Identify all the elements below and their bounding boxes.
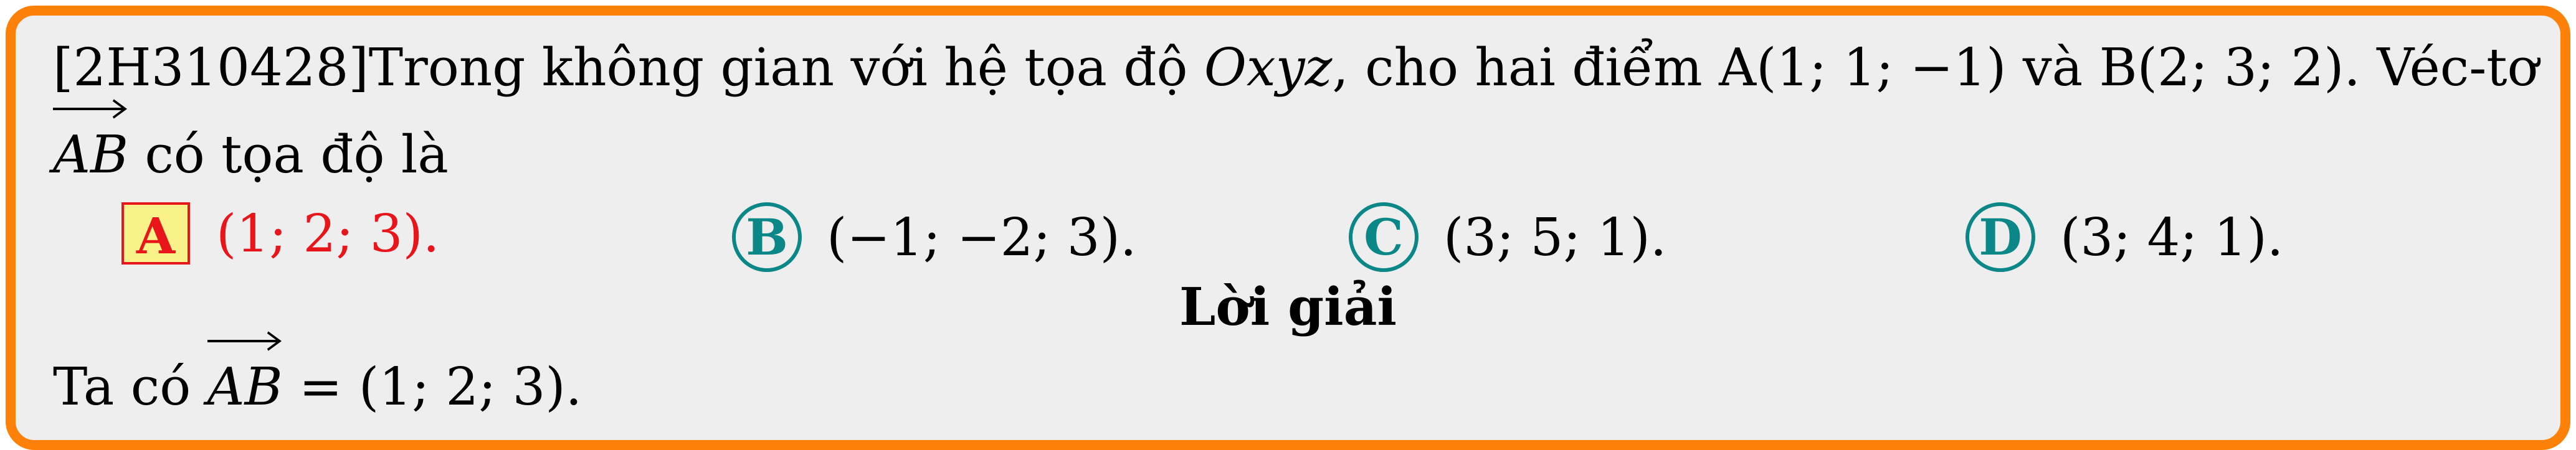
option-c[interactable] xyxy=(1349,202,1666,272)
solution-prefix: Ta có xyxy=(53,357,207,417)
point-a: A(1; 1; −1) xyxy=(1719,37,2007,98)
solution-heading: Lời giải xyxy=(1179,276,1397,337)
option-b-badge: B xyxy=(732,202,802,272)
solution-vector-label: AB xyxy=(207,357,283,417)
question-code: [2H310428] xyxy=(53,37,369,98)
question-text-4: . Véc-tơ xyxy=(2344,37,2539,98)
option-c-badge: C xyxy=(1349,202,1419,272)
option-b-value: (−1; −2; 3). xyxy=(827,207,1137,268)
question-text-5: có tọa độ là xyxy=(128,124,449,185)
question-line-1 xyxy=(53,37,2539,98)
vector-arrow-icon xyxy=(207,329,283,354)
vector-arrow-icon xyxy=(53,96,128,121)
option-a-value: (1; 2; 3). xyxy=(216,203,440,264)
option-a[interactable] xyxy=(121,202,439,265)
option-a-badge: A xyxy=(121,202,190,265)
question-text-1: Trong không gian với hệ tọa độ xyxy=(368,37,1204,98)
option-b[interactable] xyxy=(732,202,1136,272)
option-d[interactable] xyxy=(1965,202,2283,272)
option-c-value: (3; 5; 1). xyxy=(1443,207,1667,268)
option-d-badge: D xyxy=(1965,202,2035,272)
solution-suffix: = (1; 2; 3). xyxy=(282,357,582,417)
option-d-value: (3; 4; 1). xyxy=(2060,207,2284,268)
solution-vector-ab xyxy=(207,357,283,417)
question-card xyxy=(6,6,2570,450)
coord-system: Oxyz xyxy=(1204,37,1333,98)
solution-line xyxy=(53,357,582,417)
question-line-2 xyxy=(53,124,449,185)
vector-ab-label: AB xyxy=(53,124,128,185)
point-b: B(2; 3; 2) xyxy=(2099,37,2344,98)
vector-ab xyxy=(53,124,128,185)
question-text-3: và xyxy=(2006,37,2099,98)
question-text-2: , cho hai điểm xyxy=(1332,37,1719,98)
